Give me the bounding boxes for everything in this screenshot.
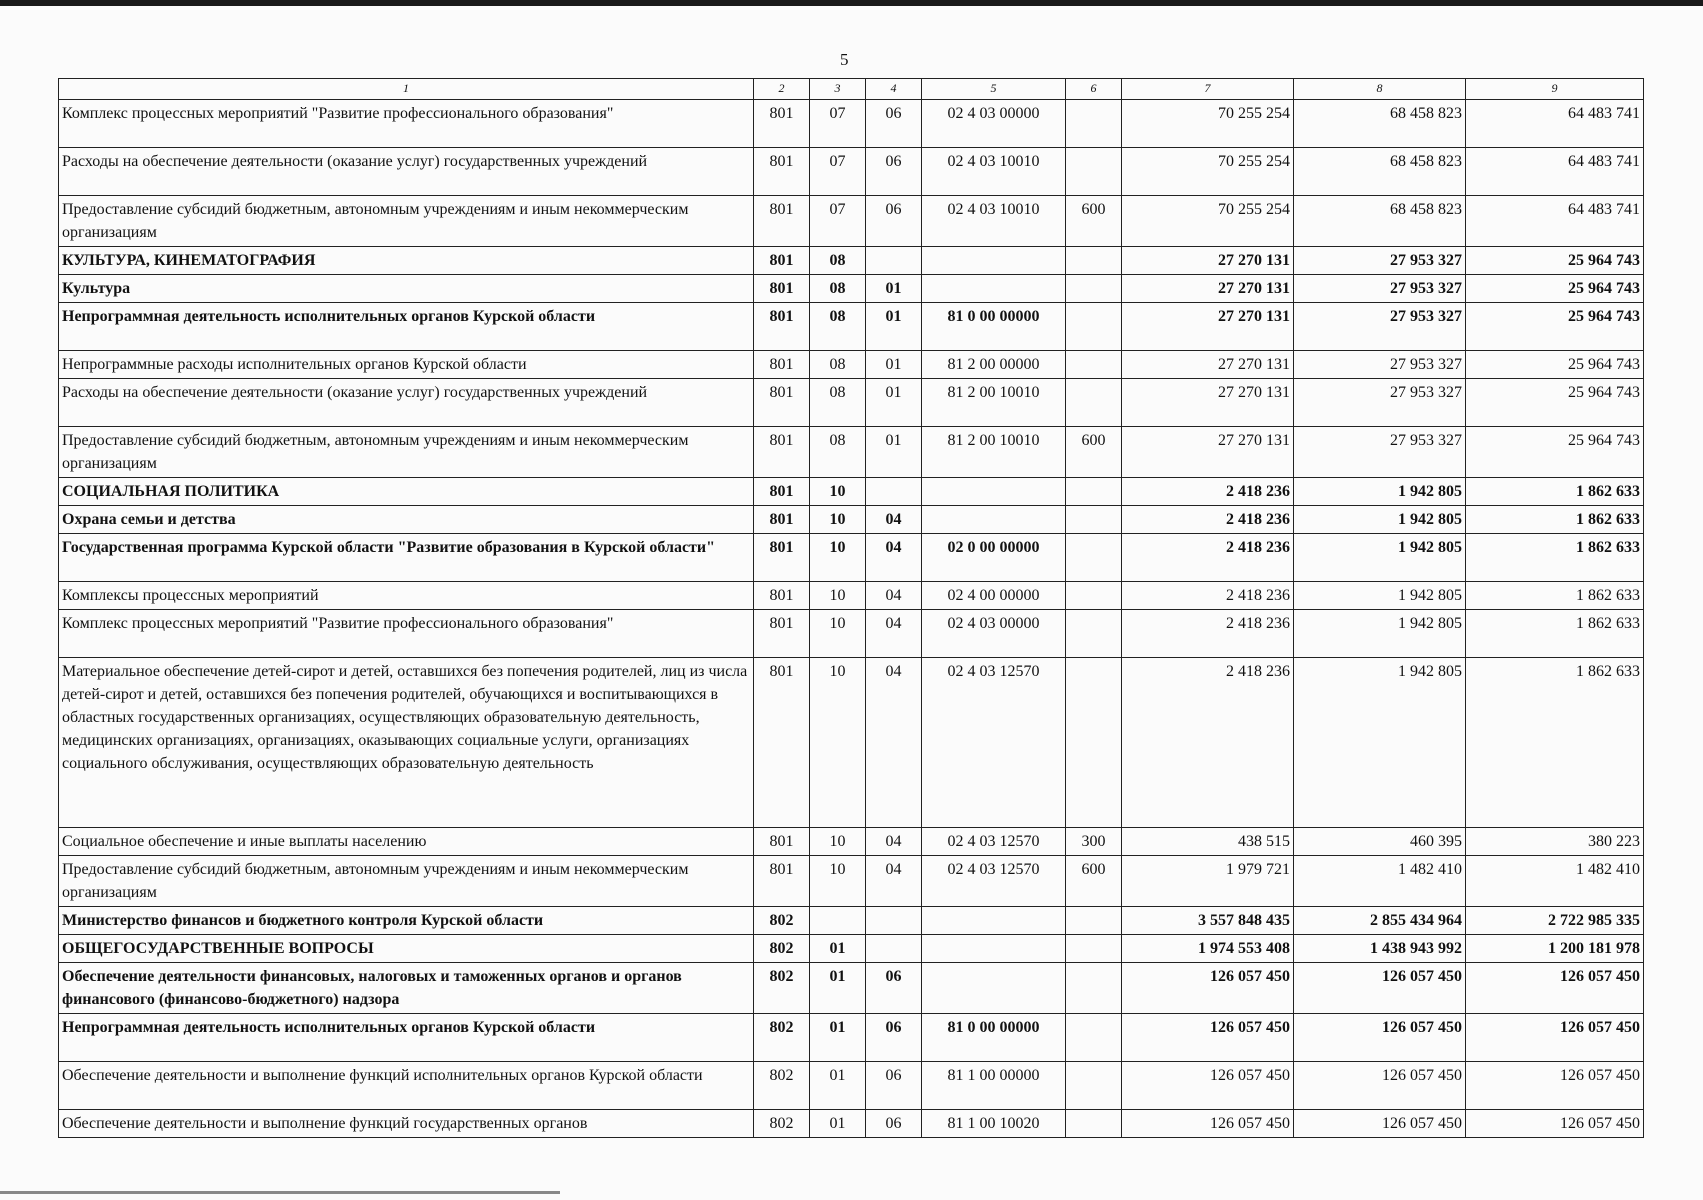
admin-code-cell: 801: [754, 478, 810, 506]
budget-table: [58, 78, 1644, 1138]
page-number: 5: [840, 50, 849, 69]
subsection-cell: 06: [866, 1014, 922, 1062]
column-number: 8: [1294, 79, 1466, 100]
amount-col9-cell: 64 483 741: [1466, 100, 1644, 148]
amount-col9-cell: 1 862 633: [1466, 534, 1644, 582]
amount-col9-cell: 126 057 450: [1466, 1110, 1644, 1138]
amount-col8-cell: 27 953 327: [1294, 427, 1466, 478]
scan-edge-bottom: [0, 1191, 560, 1194]
amount-col9-cell: 25 964 743: [1466, 379, 1644, 427]
admin-code-cell: 801: [754, 303, 810, 351]
section-cell: 10: [810, 506, 866, 534]
row-name-cell: Расходы на обеспечение деятельности (оказание услуг) государственных учреждений: [59, 379, 754, 427]
amount-col8-cell: 68 458 823: [1294, 148, 1466, 196]
expense-type-cell: [1066, 275, 1122, 303]
section-cell: 01: [810, 1110, 866, 1138]
column-number: 5: [922, 79, 1066, 100]
admin-code-cell: 801: [754, 100, 810, 148]
admin-code-cell: 801: [754, 828, 810, 856]
subsection-cell: 06: [866, 196, 922, 247]
admin-code-cell: 801: [754, 247, 810, 275]
target-article-cell: 81 2 00 10010: [922, 427, 1066, 478]
admin-code-cell: 802: [754, 1110, 810, 1138]
amount-col7-cell: 27 270 131: [1122, 427, 1294, 478]
subsection-cell: 04: [866, 658, 922, 828]
expense-type-cell: [1066, 247, 1122, 275]
admin-code-cell: 801: [754, 856, 810, 907]
amount-col8-cell: 1 942 805: [1294, 610, 1466, 658]
table-row: [59, 100, 1644, 148]
amount-col9-cell: 1 200 181 978: [1466, 935, 1644, 963]
amount-col8-cell: 27 953 327: [1294, 351, 1466, 379]
expense-type-cell: [1066, 1110, 1122, 1138]
amount-col7-cell: 2 418 236: [1122, 534, 1294, 582]
table-row: [59, 478, 1644, 506]
column-number: 1: [59, 79, 754, 100]
amount-col8-cell: 1 942 805: [1294, 534, 1466, 582]
section-cell: 08: [810, 247, 866, 275]
table-row: [59, 907, 1644, 935]
admin-code-cell: 801: [754, 658, 810, 828]
target-article-cell: 02 4 03 10010: [922, 148, 1066, 196]
row-name-cell: Социальное обеспечение и иные выплаты населению: [59, 828, 754, 856]
amount-col9-cell: 1 862 633: [1466, 582, 1644, 610]
amount-col7-cell: 27 270 131: [1122, 351, 1294, 379]
target-article-cell: 81 1 00 10020: [922, 1110, 1066, 1138]
table-row: [59, 196, 1644, 247]
admin-code-cell: 801: [754, 379, 810, 427]
amount-col7-cell: 126 057 450: [1122, 1062, 1294, 1110]
amount-col9-cell: 25 964 743: [1466, 351, 1644, 379]
table-row: [59, 506, 1644, 534]
section-cell: 10: [810, 610, 866, 658]
row-name-cell: ОБЩЕГОСУДАРСТВЕННЫЕ ВОПРОСЫ: [59, 935, 754, 963]
section-cell: 07: [810, 148, 866, 196]
admin-code-cell: 801: [754, 427, 810, 478]
section-cell: 08: [810, 379, 866, 427]
expense-type-cell: [1066, 582, 1122, 610]
table-row: [59, 351, 1644, 379]
target-article-cell: [922, 935, 1066, 963]
expense-type-cell: [1066, 506, 1122, 534]
table-row: [59, 963, 1644, 1014]
table-row: [59, 303, 1644, 351]
amount-col8-cell: 126 057 450: [1294, 1014, 1466, 1062]
column-number-row: [59, 79, 1644, 100]
subsection-cell: 01: [866, 379, 922, 427]
amount-col8-cell: 68 458 823: [1294, 196, 1466, 247]
amount-col7-cell: 126 057 450: [1122, 1014, 1294, 1062]
amount-col7-cell: 126 057 450: [1122, 1110, 1294, 1138]
admin-code-cell: 802: [754, 1062, 810, 1110]
expense-type-cell: [1066, 379, 1122, 427]
table-row: [59, 828, 1644, 856]
row-name-cell: Министерство финансов и бюджетного контроля Курской области: [59, 907, 754, 935]
subsection-cell: 04: [866, 828, 922, 856]
column-number: 3: [810, 79, 866, 100]
row-name-cell: Предоставление субсидий бюджетным, автономным учреждениям и иным некоммерческим организациям: [59, 856, 754, 907]
expense-type-cell: [1066, 351, 1122, 379]
target-article-cell: 81 0 00 00000: [922, 1014, 1066, 1062]
amount-col7-cell: 27 270 131: [1122, 303, 1294, 351]
table-row: [59, 247, 1644, 275]
column-number: 6: [1066, 79, 1122, 100]
amount-col9-cell: 25 964 743: [1466, 303, 1644, 351]
table-row: [59, 148, 1644, 196]
amount-col9-cell: 380 223: [1466, 828, 1644, 856]
expense-type-cell: [1066, 658, 1122, 828]
section-cell: 10: [810, 478, 866, 506]
section-cell: 01: [810, 1014, 866, 1062]
admin-code-cell: 802: [754, 935, 810, 963]
table-row: [59, 610, 1644, 658]
amount-col8-cell: 27 953 327: [1294, 379, 1466, 427]
table-row: [59, 275, 1644, 303]
subsection-cell: 04: [866, 506, 922, 534]
subsection-cell: 04: [866, 534, 922, 582]
section-cell: 10: [810, 582, 866, 610]
expense-type-cell: [1066, 478, 1122, 506]
row-name-cell: Обеспечение деятельности и выполнение функций исполнительных органов Курской области: [59, 1062, 754, 1110]
amount-col8-cell: 1 438 943 992: [1294, 935, 1466, 963]
amount-col7-cell: 2 418 236: [1122, 506, 1294, 534]
amount-col8-cell: 27 953 327: [1294, 275, 1466, 303]
amount-col9-cell: 25 964 743: [1466, 427, 1644, 478]
section-cell: 08: [810, 351, 866, 379]
amount-col7-cell: 2 418 236: [1122, 658, 1294, 828]
amount-col7-cell: 3 557 848 435: [1122, 907, 1294, 935]
subsection-cell: 04: [866, 856, 922, 907]
amount-col8-cell: 1 942 805: [1294, 478, 1466, 506]
amount-col8-cell: 27 953 327: [1294, 303, 1466, 351]
admin-code-cell: 801: [754, 148, 810, 196]
subsection-cell: [866, 907, 922, 935]
amount-col8-cell: 68 458 823: [1294, 100, 1466, 148]
scan-edge-top: [0, 0, 1703, 6]
table-row: [59, 379, 1644, 427]
amount-col9-cell: 126 057 450: [1466, 963, 1644, 1014]
target-article-cell: 02 4 03 00000: [922, 100, 1066, 148]
row-name-cell: Обеспечение деятельности и выполнение функций государственных органов: [59, 1110, 754, 1138]
amount-col9-cell: 64 483 741: [1466, 148, 1644, 196]
row-name-cell: Комплекс процессных мероприятий "Развитие профессионального образования": [59, 610, 754, 658]
target-article-cell: 02 4 03 12570: [922, 828, 1066, 856]
amount-col7-cell: 2 418 236: [1122, 582, 1294, 610]
amount-col7-cell: 70 255 254: [1122, 100, 1294, 148]
target-article-cell: 02 4 03 12570: [922, 658, 1066, 828]
table-row: [59, 582, 1644, 610]
admin-code-cell: 801: [754, 610, 810, 658]
admin-code-cell: 802: [754, 963, 810, 1014]
amount-col7-cell: 27 270 131: [1122, 275, 1294, 303]
subsection-cell: [866, 478, 922, 506]
table-row: [59, 658, 1644, 828]
row-name-cell: Комплексы процессных мероприятий: [59, 582, 754, 610]
target-article-cell: [922, 506, 1066, 534]
admin-code-cell: 801: [754, 351, 810, 379]
admin-code-cell: 801: [754, 506, 810, 534]
row-name-cell: Расходы на обеспечение деятельности (оказание услуг) государственных учреждений: [59, 148, 754, 196]
expense-type-cell: [1066, 610, 1122, 658]
expense-type-cell: [1066, 148, 1122, 196]
target-article-cell: [922, 478, 1066, 506]
section-cell: 01: [810, 935, 866, 963]
target-article-cell: 81 0 00 00000: [922, 303, 1066, 351]
target-article-cell: 81 2 00 10010: [922, 379, 1066, 427]
row-name-cell: Материальное обеспечение детей-сирот и детей, оставшихся без попечения родителей, лиц из числа детей-сирот и детей, оставшихся без попечения родителей, обучающихся и воспитывающихся в областных государственных организациях, осуществляющих образовательную деятельность, медицинских организациях, организациях, оказывающих социальные услуги, организациях социального обслуживания, осуществляющих образовательную деятельность: [59, 658, 754, 828]
amount-col7-cell: 2 418 236: [1122, 610, 1294, 658]
amount-col7-cell: 27 270 131: [1122, 379, 1294, 427]
subsection-cell: 06: [866, 1062, 922, 1110]
table-row: [59, 935, 1644, 963]
expense-type-cell: [1066, 935, 1122, 963]
expense-type-cell: [1066, 100, 1122, 148]
target-article-cell: 81 2 00 00000: [922, 351, 1066, 379]
amount-col8-cell: 27 953 327: [1294, 247, 1466, 275]
amount-col9-cell: 1 862 633: [1466, 610, 1644, 658]
table-row: [59, 1110, 1644, 1138]
target-article-cell: 02 4 03 10010: [922, 196, 1066, 247]
admin-code-cell: 801: [754, 196, 810, 247]
amount-col7-cell: 438 515: [1122, 828, 1294, 856]
row-name-cell: Обеспечение деятельности финансовых, налоговых и таможенных органов и органов финансового (финансово-бюджетного) надзора: [59, 963, 754, 1014]
section-cell: 08: [810, 275, 866, 303]
section-cell: 01: [810, 1062, 866, 1110]
subsection-cell: 04: [866, 582, 922, 610]
amount-col7-cell: 1 974 553 408: [1122, 935, 1294, 963]
amount-col7-cell: 126 057 450: [1122, 963, 1294, 1014]
table-row: [59, 856, 1644, 907]
subsection-cell: 06: [866, 100, 922, 148]
subsection-cell: [866, 247, 922, 275]
target-article-cell: [922, 963, 1066, 1014]
section-cell: 08: [810, 303, 866, 351]
expense-type-cell: 600: [1066, 196, 1122, 247]
amount-col9-cell: 25 964 743: [1466, 275, 1644, 303]
expense-type-cell: 600: [1066, 427, 1122, 478]
column-number: 4: [866, 79, 922, 100]
expense-type-cell: [1066, 963, 1122, 1014]
amount-col8-cell: 1 942 805: [1294, 506, 1466, 534]
amount-col8-cell: 126 057 450: [1294, 1110, 1466, 1138]
admin-code-cell: 801: [754, 275, 810, 303]
subsection-cell: 06: [866, 148, 922, 196]
amount-col7-cell: 70 255 254: [1122, 196, 1294, 247]
amount-col8-cell: 126 057 450: [1294, 963, 1466, 1014]
amount-col8-cell: 2 855 434 964: [1294, 907, 1466, 935]
table-body: [59, 100, 1644, 1138]
amount-col9-cell: 1 862 633: [1466, 478, 1644, 506]
section-cell: [810, 907, 866, 935]
section-cell: 07: [810, 196, 866, 247]
row-name-cell: Предоставление субсидий бюджетным, автономным учреждениям и иным некоммерческим организациям: [59, 196, 754, 247]
target-article-cell: [922, 275, 1066, 303]
section-cell: 10: [810, 534, 866, 582]
target-article-cell: 02 4 03 00000: [922, 610, 1066, 658]
amount-col9-cell: 1 862 633: [1466, 506, 1644, 534]
column-number: 9: [1466, 79, 1644, 100]
target-article-cell: 81 1 00 00000: [922, 1062, 1066, 1110]
row-name-cell: Непрограммные расходы исполнительных органов Курской области: [59, 351, 754, 379]
row-name-cell: КУЛЬТУРА, КИНЕМАТОГРАФИЯ: [59, 247, 754, 275]
amount-col7-cell: 1 979 721: [1122, 856, 1294, 907]
row-name-cell: Предоставление субсидий бюджетным, автономным учреждениям и иным некоммерческим организациям: [59, 427, 754, 478]
section-cell: 10: [810, 828, 866, 856]
admin-code-cell: 801: [754, 534, 810, 582]
expense-type-cell: [1066, 1062, 1122, 1110]
column-number: 2: [754, 79, 810, 100]
amount-col9-cell: 126 057 450: [1466, 1062, 1644, 1110]
section-cell: 10: [810, 856, 866, 907]
amount-col9-cell: 1 862 633: [1466, 658, 1644, 828]
subsection-cell: [866, 935, 922, 963]
admin-code-cell: 802: [754, 907, 810, 935]
row-name-cell: СОЦИАЛЬНАЯ ПОЛИТИКА: [59, 478, 754, 506]
table-row: [59, 1014, 1644, 1062]
expense-type-cell: [1066, 1014, 1122, 1062]
amount-col8-cell: 1 482 410: [1294, 856, 1466, 907]
row-name-cell: Непрограммная деятельность исполнительных органов Курской области: [59, 1014, 754, 1062]
amount-col9-cell: 126 057 450: [1466, 1014, 1644, 1062]
table-row: [59, 1062, 1644, 1110]
amount-col8-cell: 460 395: [1294, 828, 1466, 856]
row-name-cell: Культура: [59, 275, 754, 303]
amount-col7-cell: 2 418 236: [1122, 478, 1294, 506]
target-article-cell: [922, 907, 1066, 935]
subsection-cell: 01: [866, 275, 922, 303]
amount-col7-cell: 27 270 131: [1122, 247, 1294, 275]
target-article-cell: 02 4 00 00000: [922, 582, 1066, 610]
table-row: [59, 534, 1644, 582]
subsection-cell: 04: [866, 610, 922, 658]
amount-col9-cell: 1 482 410: [1466, 856, 1644, 907]
amount-col8-cell: 126 057 450: [1294, 1062, 1466, 1110]
section-cell: 01: [810, 963, 866, 1014]
row-name-cell: Комплекс процессных мероприятий "Развитие профессионального образования": [59, 100, 754, 148]
row-name-cell: Государственная программа Курской области "Развитие образования в Курской области": [59, 534, 754, 582]
expense-type-cell: [1066, 534, 1122, 582]
subsection-cell: 01: [866, 427, 922, 478]
expense-type-cell: [1066, 303, 1122, 351]
subsection-cell: 01: [866, 303, 922, 351]
amount-col8-cell: 1 942 805: [1294, 582, 1466, 610]
section-cell: 08: [810, 427, 866, 478]
expense-type-cell: 600: [1066, 856, 1122, 907]
target-article-cell: [922, 247, 1066, 275]
row-name-cell: Охрана семьи и детства: [59, 506, 754, 534]
amount-col9-cell: 25 964 743: [1466, 247, 1644, 275]
amount-col9-cell: 64 483 741: [1466, 196, 1644, 247]
admin-code-cell: 801: [754, 582, 810, 610]
subsection-cell: 06: [866, 963, 922, 1014]
admin-code-cell: 802: [754, 1014, 810, 1062]
column-number: 7: [1122, 79, 1294, 100]
amount-col9-cell: 2 722 985 335: [1466, 907, 1644, 935]
section-cell: 10: [810, 658, 866, 828]
section-cell: 07: [810, 100, 866, 148]
expense-type-cell: 300: [1066, 828, 1122, 856]
expense-type-cell: [1066, 907, 1122, 935]
row-name-cell: Непрограммная деятельность исполнительных органов Курской области: [59, 303, 754, 351]
amount-col7-cell: 70 255 254: [1122, 148, 1294, 196]
subsection-cell: 01: [866, 351, 922, 379]
amount-col8-cell: 1 942 805: [1294, 658, 1466, 828]
target-article-cell: 02 4 03 12570: [922, 856, 1066, 907]
target-article-cell: 02 0 00 00000: [922, 534, 1066, 582]
table-row: [59, 427, 1644, 478]
subsection-cell: 06: [866, 1110, 922, 1138]
